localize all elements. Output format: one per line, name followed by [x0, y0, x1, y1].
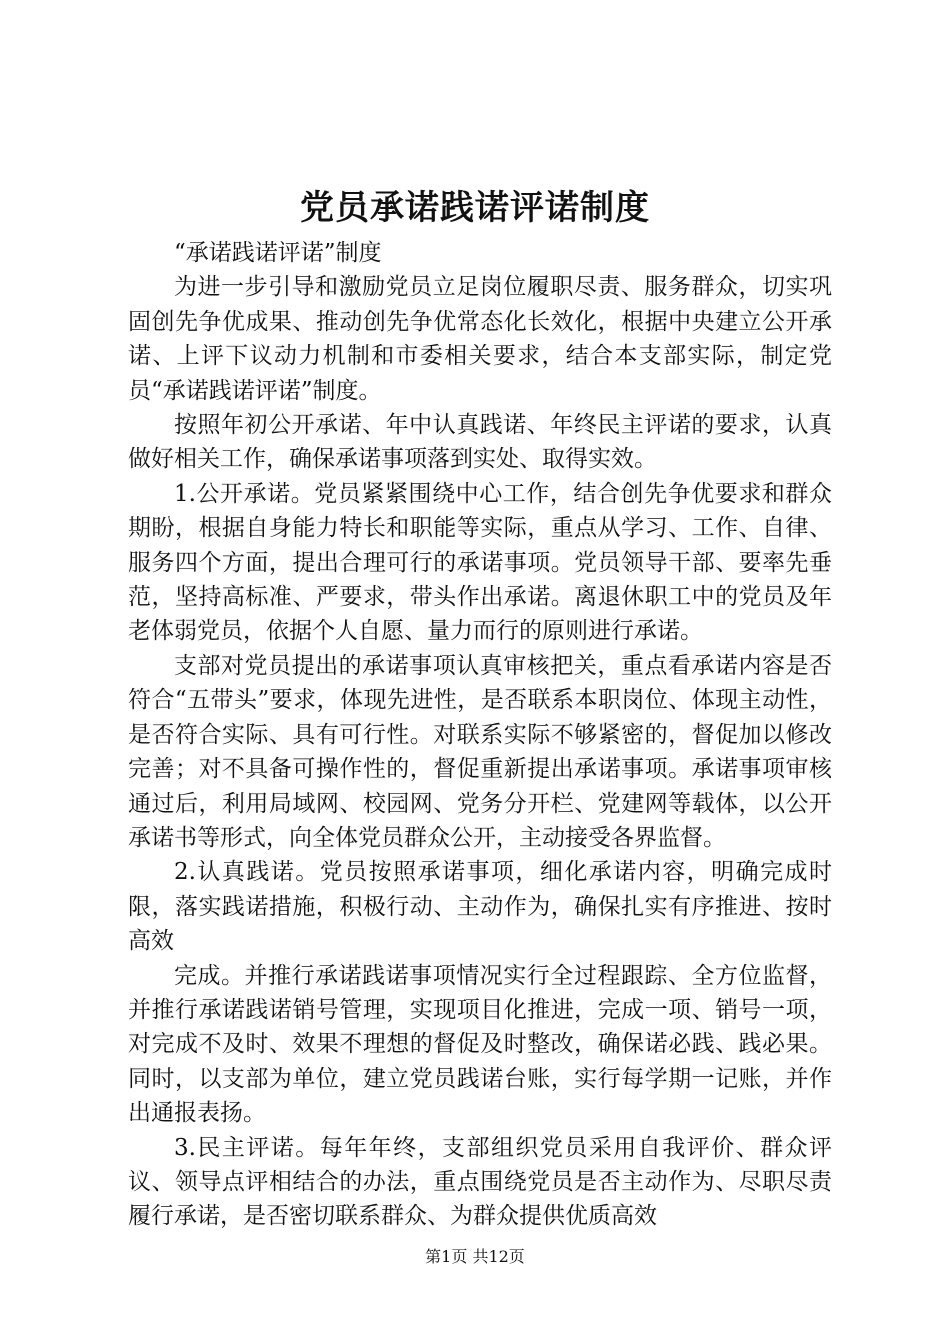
paragraph: “承诺践诺评诺”制度: [174, 240, 382, 266]
document-title: 党员承诺践诺评诺制度: [300, 188, 650, 228]
page-number-footer: 第1页 共12页: [425, 1247, 525, 1266]
document-body: [128, 236, 832, 1234]
paragraph: 按照年初公开承诺、年中认真践诺、年终民主评诺的要求，认真做好相关工作，确保承诺事项落到实处、取得实效。: [128, 412, 832, 473]
paragraph: 1.公开承诺。党员紧紧围绕中心工作，结合创先争优要求和群众期盼，根据自身能力特长和职能等实际，重点从学习、工作、自律、服务四个方面，提出合理可行的承诺事项。党员领导干部、要率先垂范，坚持高标准、严要求，带头作出承诺。离退休职工中的党员及年老体弱党员，依据个人自愿、量力而行的原则进行承诺。: [128, 480, 832, 645]
paragraph: 支部对党员提出的承诺事项认真审核把关，重点看承诺内容是否符合“五带头”要求，体现先进性，是否联系本职岗位、体现主动性，是否符合实际、具有可行性。对联系实际不够紧密的，督促加以修改完善；对不具备可操作性的，督促重新提出承诺事项。承诺事项审核通过后，利用局域网、校园网、党务分开栏、党建网等载体，以公开承诺书等形式，向全体党员群众公开，主动接受各界监督。: [128, 652, 832, 851]
paragraph: 3.民主评诺。每年年终，支部组织党员采用自我评价、群众评议、领导点评相结合的办法，重点围绕党员是否主动作为、尽职尽责履行承诺，是否密切联系群众、为群众提供优质高效: [128, 1134, 832, 1230]
paragraph: 完成。并推行承诺践诺事项情况实行全过程跟踪、全方位监督，并推行承诺践诺销号管理，实现项目化推进，完成一项、销号一项，对完成不及时、效果不理想的督促及时整改，确保诺必践、践必果。同时，以支部为单位，建立党员践诺台账，实行每学期一记账，并作出通报表扬。: [128, 962, 832, 1127]
paragraph: 2.认真践诺。党员按照承诺事项，细化承诺内容，明确完成时限，落实践诺措施，积极行动、主动作为，确保扎实有序推进、按时高效: [128, 859, 832, 955]
paragraph: 为进一步引导和激励党员立足岗位履职尽责、服务群众，切实巩固创先争优成果、推动创先争优常态化长效化，根据中央建立公开承诺、上评下议动力机制和市委相关要求，结合本支部实际，制定党员“承诺践诺评诺”制度。: [128, 274, 832, 404]
